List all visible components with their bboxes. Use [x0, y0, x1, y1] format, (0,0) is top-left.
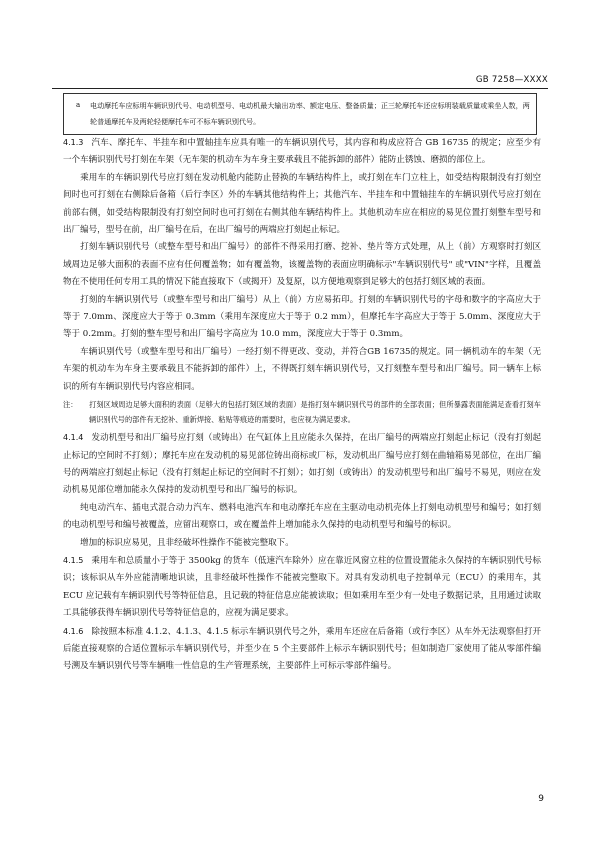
page-number: 9	[538, 794, 544, 804]
clause-note	[63, 397, 541, 427]
clause-number: 4.1.5	[63, 555, 84, 565]
clause-4-1-4-para-3: 增加的标识应易见，且非经破坏性操作不能被完整取下。	[80, 537, 294, 548]
clause-4-1-3-para-2: 乘用车的车辆识别代号应打刻在发动机舱内能防止替换的车辆结构件上，或打刻在车门立柱上，如受结构限制没有打刻空间时也可打刻在右侧除后备箱（后行李区）外的车辆其他结构件上；其他汽车、半挂车和中置轴挂车的车辆识别代号应打刻在前部右侧，如受结构限制没有打刻空间时也可打刻在右侧其他车辆结构件上。其他机动车应在相应的易见位置打刻整车型号和出厂编号，型号在前，出厂编号在后，在出厂编号的两端应打刻起止标记。	[63, 172, 541, 236]
clause-4-1-3-para-4: 打刻的车辆识别代号（或整车型号和出厂编号）从上（前）方应易拓印。打刻的车辆识别代号的字母和数字的字高应大于等于 7.0mm、深度应大于等于 0.3mm（乘用车深度应大于等于 0.2 mm），但摩托车字高应大于等于 5.0mm、深度应大于等于 0.2mm。打刻的整车型号和出厂编号字高应为 10.0 mm，深度应大于等于 0.3mm。	[63, 294, 541, 340]
clause-4-1-4-para-1	[63, 429, 541, 500]
clause-number: 4.1.6	[63, 626, 84, 636]
clause-4-1-3-para-3: 打刻车辆识别代号（或整车型号和出厂编号）的部件不得采用打磨、挖补、垫片等方式处理，从上（前）方观察时打刻区域周边足够大面积的表面不应有任何覆盖物；如有覆盖物，该覆盖物的表面应明确标示"车辆识别代号" 或"VIN"字样，且覆盖物在不使用任何专用工具的情况下能直接取下（或揭开）及复原，以方便地观察到足够大的包括打刻区域的表面。	[63, 242, 541, 288]
clause-number: 4.1.3	[63, 138, 84, 147]
clause-text: 乘用车和总质量小于等于 3500kg 的货车（低速汽车除外）应在靠近风窗立柱的位置设置能永久保持的车辆识别代号标识；该标识从车外应能清晰地识读，且非经破坏性操作不能被完整取下。对具有发动机电子控制单元（ECU）的乘用车，其 ECU 应记载有车辆识别代号等特征信息，且记载的特征信息应能被读取；但如乘用车至少有一处电子数据记录，且用通过读取工具能够获得车辆识别代号等特征信息的，应视为满足要求。	[63, 555, 541, 619]
clause-4-1-4-para-2: 纯电动汽车、插电式混合动力汽车、燃料电池汽车和电动摩托车应在主驱动电动机壳体上打刻电动机型号和编号；如打刻的电动机型号和编号被覆盖，应留出观察口，或在覆盖件上增加能永久保持的电动机型号和编号的标识。	[63, 502, 541, 531]
clause-text: 发动机型号和出厂编号应打刻（或铸出）在气缸体上且应能永久保持，在出厂编号的两端应打刻起止标记（没有打刻起止标记的空间时不打刻）；摩托车应在发动机的易见部位铸出商标或厂标，发动机出厂编号应打刻在曲轴箱易见部位，在出厂编号的两端应打刻起止标记（没有打刻起止标记的空间时不打刻）；如打刻（或铸出）的发动机型号和出厂编号不易见，则应在发动机易见部位增加能永久保持的发动机型号和出厂编号的标识。	[63, 433, 541, 496]
footnote-box	[63, 93, 537, 135]
document-body	[63, 134, 541, 676]
clause-4-1-5-para-1	[63, 552, 541, 623]
clause-number: 4.1.4	[63, 433, 84, 443]
note-label: 注：	[63, 400, 78, 410]
clause-4-1-3-para-1	[63, 134, 541, 170]
note-text: 打刻区域周边足够大面积的表面（足够大的包括打刻区域的表面）是指打刻车辆识别代号的部件的全部表面；但所暴露表面能满足查看打刻车辆识别代号的部件有无挖补、重新焊接、粘贴等痕迹的需要时，也应视为满足要求。	[89, 400, 541, 425]
footnote-mark: a	[76, 101, 81, 109]
clause-4-1-6-para-1	[63, 623, 541, 676]
header-rule	[52, 88, 548, 89]
footnote-text: 电动摩托车应标明车辆识别代号、电动机型号、电动机最大输出功率、额定电压、整备质量；正三轮摩托车还应标明装载质量或乘坐人数，两轮普通摩托车及两轮轻便摩托车可不标车辆识别代号。	[90, 101, 530, 126]
standard-id: GB 7258—XXXX	[475, 75, 548, 85]
clause-text: 除按照本标准 4.1.2、4.1.3、4.1.5 标示车辆识别代号之外，乘用车还应在后备箱（或行李区）从车外无法观察但打开后能直接观察的合适位置标示车辆识别代号，并至少在 5 个主要部件上标示车辆识别代号；但如制造厂家使用了能从零部件编号溯及车辆识别代号等车辆唯一性信息的生产管理系统，主要部件上可标示零部件编号。	[63, 626, 541, 672]
clause-text: 汽车、摩托车、半挂车和中置轴挂车应具有唯一的车辆识别代号，其内容和构成应符合 GB 16735 的规定；应至少有一个车辆识别代号打刻在车架（无车架的机动车为车身主要承载且不能拆卸的部件）能防止锈蚀、磨损的部位上。	[63, 138, 541, 166]
clause-4-1-3-para-5: 车辆识别代号（或整车型号和出厂编号）一经打刻不得更改、变动，并符合GB 16735的规定。同一辆机动车的车架（无车架的机动车为车身主要承载且不能拆卸的部件）上，不得既打刻车辆识别代号，又打刻整车型号和出厂编号。同一辆车上标识的所有车辆识别代号内容应相同。	[63, 346, 541, 392]
